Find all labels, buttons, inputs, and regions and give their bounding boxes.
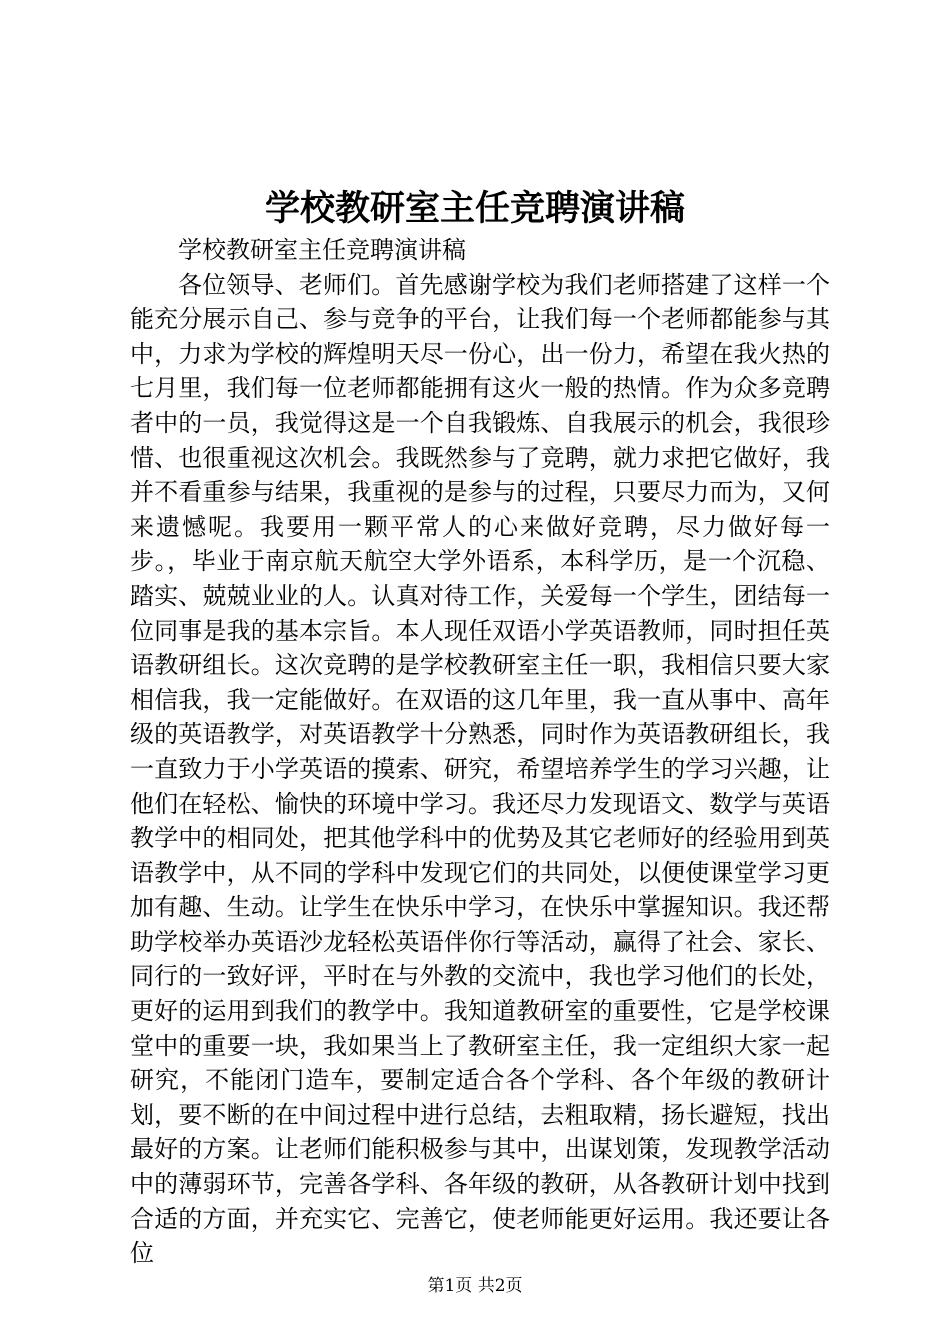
document-title: 学校教研室主任竞聘演讲稿 [264, 188, 685, 229]
body-paragraph-subtitle: 学校教研室主任竞聘演讲稿 [178, 236, 466, 264]
document-body [130, 233, 830, 1271]
body-paragraph-main: 各位领导、老师们。首先感谢学校为我们老师搭建了这样一个能充分展示自己、参与竞争的平台，让我们每一个老师都能参与其中，力求为学校的辉煌明天尽一份心，出一份力，希望在我火热的七月里，我们每一位老师都能拥有这火一般的热情。作为众多竞聘者中的一员，我觉得这是一个自我锻炼、自我展示的机会，我很珍惜、也很重视这次机会。我既然参与了竞聘，就力求把它做好，我并不看重参与结果，我重视的是参与的过程，只要尽力而为，又何来遗憾呢。我要用一颗平常人的心来做好竞聘，尽力做好每一步。，毕业于南京航天航空大学外语系，本科学历，是一个沉稳、踏实、兢兢业业的人。认真对待工作，关爱每一个学生，团结每一位同事是我的基本宗旨。本人现任双语小学英语教师，同时担任英语教研组长。这次竞聘的是学校教研室主任一职，我相信只要大家相信我，我一定能做好。在双语的这几年里，我一直从事中、高年级的英语教学，对英语教学十分熟悉，同时作为英语教研组长，我一直致力于小学英语的摸索、研究，希望培养学生的学习兴趣，让他们在轻松、愉快的环境中学习。我还尽力发现语文、数学与英语教学中的相同处，把其他学科中的优势及其它老师好的经验用到英语教学中，从不同的学科中发现它们的共同处，以便使课堂学习更加有趣、生动。让学生在快乐中学习，在快乐中掌握知识。我还帮助学校举办英语沙龙轻松英语伴你行等活动，赢得了社会、家长、同行的一致好评，平时在与外教的交流中，我也学习他们的长处，更好的运用到我们的教学中。我知道教研室的重要性，它是学校课堂中的重要一块，我如果当上了教研室主任，我一定组织大家一起研究，不能闭门造车，要制定适合各个学科、各个年级的教研计划，要不断的在中间过程中进行总结，去粗取精，扬长避短，找出最好的方案。让老师们能积极参与其中，出谋划策，发现教学活动中的薄弱环节，完善各学科、各年级的教研，从各教研计划中找到合适的方面，并充实它、完善它，使老师能更好运用。我还要让各位 [130, 270, 830, 1268]
page-number-footer: 第1页 共2页 [427, 1276, 523, 1296]
